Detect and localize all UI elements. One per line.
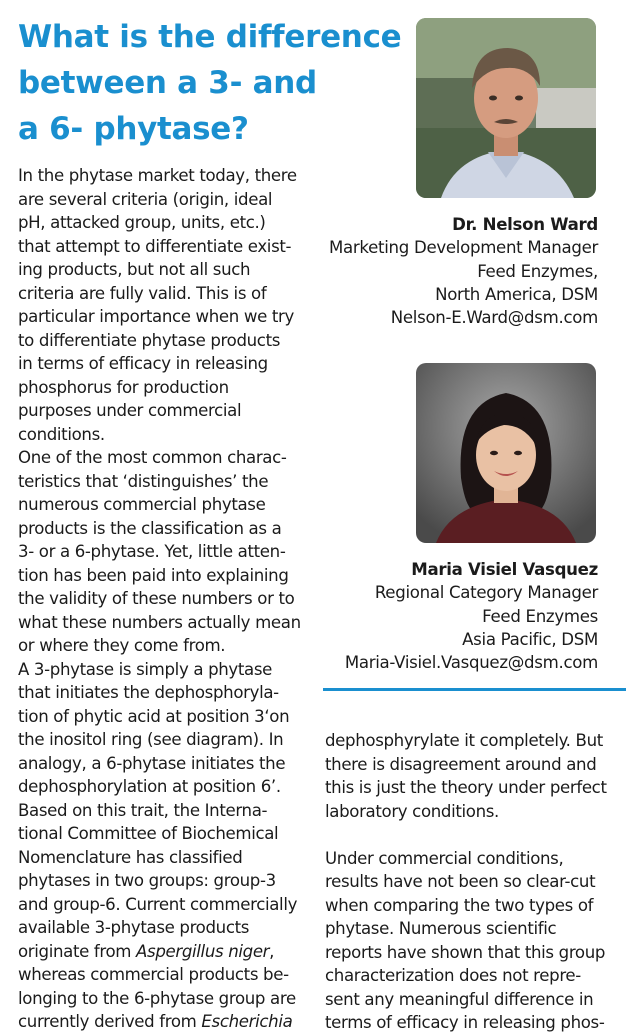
body-line: numerous commercial phytase — [18, 495, 266, 514]
body-line: the validity of these numbers or to — [18, 589, 295, 608]
body-line: when comparing the two types of — [325, 895, 594, 915]
body-line: that initiates the dephosphoryla- — [18, 683, 279, 702]
body-line: 3- or a 6-phytase. Yet, little atten- — [18, 542, 286, 561]
body-line: and group-6. Current commercially — [18, 894, 298, 914]
body-line: tional Committee of Biochemical — [18, 824, 279, 843]
author-title: Regional Category Manager — [374, 583, 598, 603]
author-title: Marketing Development Manager — [329, 238, 598, 258]
body-line: whereas commercial products be- — [18, 965, 289, 984]
body-line: characterization does not repre- — [325, 966, 581, 985]
title-line: between a 3- and — [18, 65, 317, 101]
body-line: or where they come from. — [18, 636, 226, 655]
body-line: laboratory conditions. — [325, 801, 499, 821]
author-email: Nelson-E.Ward@dsm.com — [390, 308, 598, 328]
body-line: teristics that ‘distinguishes’ the — [18, 471, 269, 491]
author-info-nelson-ward — [298, 213, 598, 329]
article-title — [18, 14, 402, 152]
body-line: dephosphorylation at position 6’. — [18, 777, 281, 796]
body-line: products is the classification as a — [18, 518, 282, 538]
body-line: conditions. — [18, 424, 105, 444]
portrait-illustration — [416, 363, 596, 543]
body-line: that attempt to differentiate exist- — [18, 236, 292, 256]
body-line: there is disagreement around and — [325, 754, 597, 774]
article-body-left-column — [18, 164, 308, 1034]
portrait-illustration — [416, 18, 596, 198]
author-photo-nelson-ward — [416, 18, 596, 198]
body-line: what these numbers actually mean — [18, 612, 301, 632]
body-line: Under commercial conditions, — [325, 848, 564, 868]
body-line: One of the most common charac- — [18, 448, 287, 467]
body-line: phytases in two groups: group-3 — [18, 871, 276, 890]
body-line: this is just the theory under perfect — [325, 778, 607, 797]
body-line: are several criteria (origin, ideal — [18, 189, 273, 209]
body-line: reports have shown that this group — [325, 942, 606, 962]
body-line: the inositol ring (see diagram). In — [18, 730, 284, 749]
body-line: criteria are fully valid. This is of — [18, 283, 267, 303]
author-email: Maria-Visiel.Vasquez@dsm.com — [344, 653, 598, 673]
body-line: In the phytase market today, there — [18, 166, 297, 185]
body-line: analogy, a 6-phytase initiates the — [18, 753, 286, 773]
body-line: longing to the 6-phytase group are — [18, 988, 296, 1008]
author-department: Feed Enzymes — [482, 606, 598, 626]
author-name: Dr. Nelson Ward — [452, 215, 598, 234]
body-line: dephosphyrylate it completely. But — [325, 731, 603, 750]
author-photo-maria-visiel-vasquez — [416, 363, 596, 543]
body-line: in terms of efficacy in releasing — [18, 354, 268, 373]
article-body-right-column — [325, 729, 625, 1035]
body-text: currently derived from — [18, 1012, 202, 1031]
body-line: sent any meaningful difference in — [325, 989, 594, 1009]
body-line-escherichia — [18, 1010, 308, 1034]
body-text: originate from — [18, 941, 137, 961]
body-line: tion of phytic acid at position 3‘on — [18, 706, 290, 726]
body-line: phosphorus for production — [18, 377, 229, 397]
body-line: ing products, but not all such — [18, 260, 251, 279]
body-line: phytase. Numerous scientific — [325, 919, 557, 938]
body-line: purposes under commercial — [18, 401, 242, 420]
body-line: pH, attacked group, units, etc.) — [18, 213, 266, 232]
body-line: tion has been paid into explaining — [18, 565, 289, 585]
title-line: What is the difference — [18, 19, 402, 55]
species-name: Escherichia — [201, 1012, 293, 1031]
body-line: terms of efficacy in releasing phos- — [325, 1013, 605, 1032]
body-line: Based on this trait, the Interna- — [18, 800, 268, 820]
body-line: available 3-phytase products — [18, 918, 250, 937]
section-divider — [323, 688, 626, 691]
body-line: A 3-phytase is simply a phytase — [18, 659, 273, 679]
body-line: Nomenclature has classified — [18, 847, 243, 867]
body-line: to differentiate phytase products — [18, 330, 281, 350]
author-info-maria-visiel-vasquez — [298, 558, 598, 674]
author-name: Maria Visiel Vasquez — [411, 560, 598, 579]
body-line: results have not been so clear-cut — [325, 872, 596, 891]
species-name: Aspergillus niger — [136, 941, 270, 961]
body-line-aspergillus — [18, 940, 308, 964]
author-region: North America, DSM — [435, 284, 598, 304]
body-line: particular importance when we try — [18, 307, 294, 326]
paragraph-gap — [325, 823, 625, 847]
author-region: Asia Pacific, DSM — [462, 629, 598, 649]
body-text: , — [269, 941, 275, 961]
title-line: a 6- phytase? — [18, 111, 249, 147]
author-department: Feed Enzymes, — [477, 261, 598, 281]
